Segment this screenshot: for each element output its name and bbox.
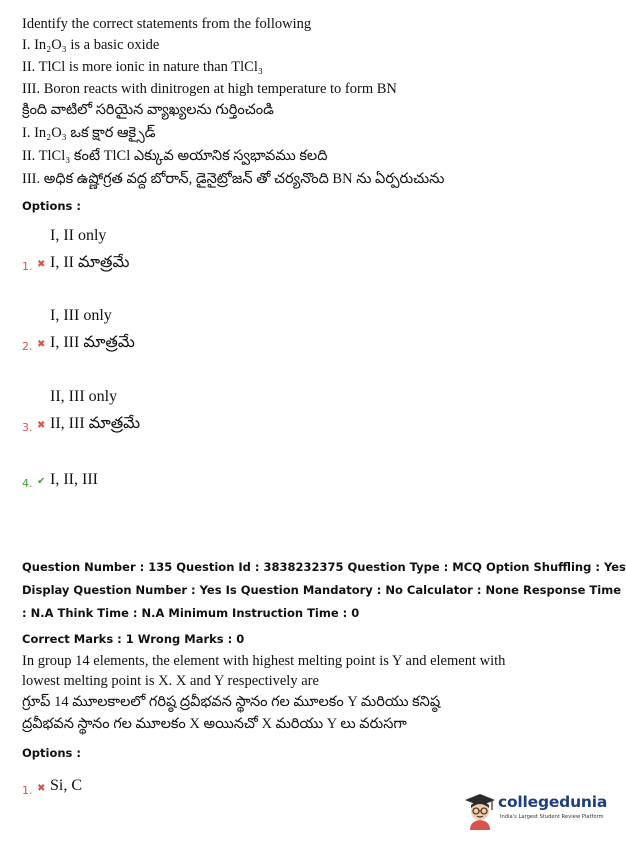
cross-icon: ✖ <box>37 259 46 270</box>
q2-line-1: In group 14 elements, the element with highest melting point is Y and element with <box>22 653 506 669</box>
q2-option-1-number: 1. <box>22 784 33 797</box>
q2-meta-line-2: Display Question Number : Yes Is Question Mandatory : No Calculator : None Response Time <box>22 583 621 597</box>
q2-line-2: lowest melting point is X. X and Y respectively are <box>22 673 319 689</box>
q1-line-2: I. In₂O₃ is a basic oxide <box>22 37 160 53</box>
q1-option-4-number: 4. <box>22 477 33 490</box>
q1-option-1-text-te[interactable]: I, II మాత్రమే <box>50 254 130 271</box>
cross-icon: ✖ <box>37 783 46 794</box>
q2-options-label: Options : <box>22 746 81 760</box>
q1-option-2-text-en: I, III only <box>50 307 112 324</box>
q1-line-7: II. TlCl₃ కంటే TlCl ఎక్కువ అయానిక స్వభావము కలది <box>22 148 328 164</box>
q2-line-3: గ్రూప్ 14 మూలకాలలో గరిష్ఠ ద్రవీభవన స్థానం గల మూలకం Y మరియు కనిష్ఠ <box>22 694 441 710</box>
q1-line-5: క్రింది వాటిలో సరియైన వ్యాఖ్యలను గుర్తించండి <box>22 102 274 118</box>
q1-line-8: III. అధిక ఉష్ణోగ్రత వద్ద బోరాన్, డైనైట్రోజన్ తో చర్యనొంది BN ను ఏర్పరుచును <box>22 171 445 187</box>
q1-option-4-text[interactable]: I, II, III <box>50 471 98 488</box>
q2-line-4: ద్రవీభవన స్థానం గల మూలకం X అయినచో X మరియు Y లు వరుసగా <box>22 716 407 732</box>
cross-icon: ✖ <box>37 339 46 350</box>
q1-line-4: III. Boron reacts with dinitrogen at high temperature to form BN <box>22 81 397 97</box>
q1-option-1-text-en: I, II only <box>50 227 107 244</box>
q1-option-3-text-te[interactable]: II, III మాత్రమే <box>50 415 141 432</box>
q2-marks: Correct Marks : 1 Wrong Marks : 0 <box>22 632 245 646</box>
logo-wordmark: collegedunia <box>498 793 608 811</box>
q1-option-1-number: 1. <box>22 260 33 273</box>
check-icon: ✔ <box>37 476 46 487</box>
q1-line-6: I. In₂O₃ ఒక క్షార ఆక్సైడ్ <box>22 125 156 141</box>
q2-option-1-text[interactable]: Si, C <box>50 777 83 794</box>
q1-option-3-number: 3. <box>22 421 33 434</box>
q1-option-2-text-te[interactable]: I, III మాత్రమే <box>50 334 135 351</box>
q1-option-3-text-en: II, III only <box>50 388 118 405</box>
cross-icon: ✖ <box>37 420 46 431</box>
q2-meta-line-3: : N.A Think Time : N.A Minimum Instruction Time : 0 <box>22 606 360 620</box>
logo-tagline: India's Largest Student Review Platform <box>500 814 604 820</box>
q1-option-2-number: 2. <box>22 340 33 353</box>
q1-line-1: Identify the correct statements from the following <box>22 16 312 32</box>
student-mascot-icon <box>462 790 498 830</box>
collegedunia-logo[interactable] <box>462 790 608 834</box>
q2-meta-line-1: Question Number : 135 Question Id : 3838232375 Question Type : MCQ Option Shuffling : Yes <box>22 560 626 574</box>
q1-line-3: II. TlCl is more ionic in nature than TlCl₃ <box>22 59 263 75</box>
q1-options-label: Options : <box>22 199 81 213</box>
